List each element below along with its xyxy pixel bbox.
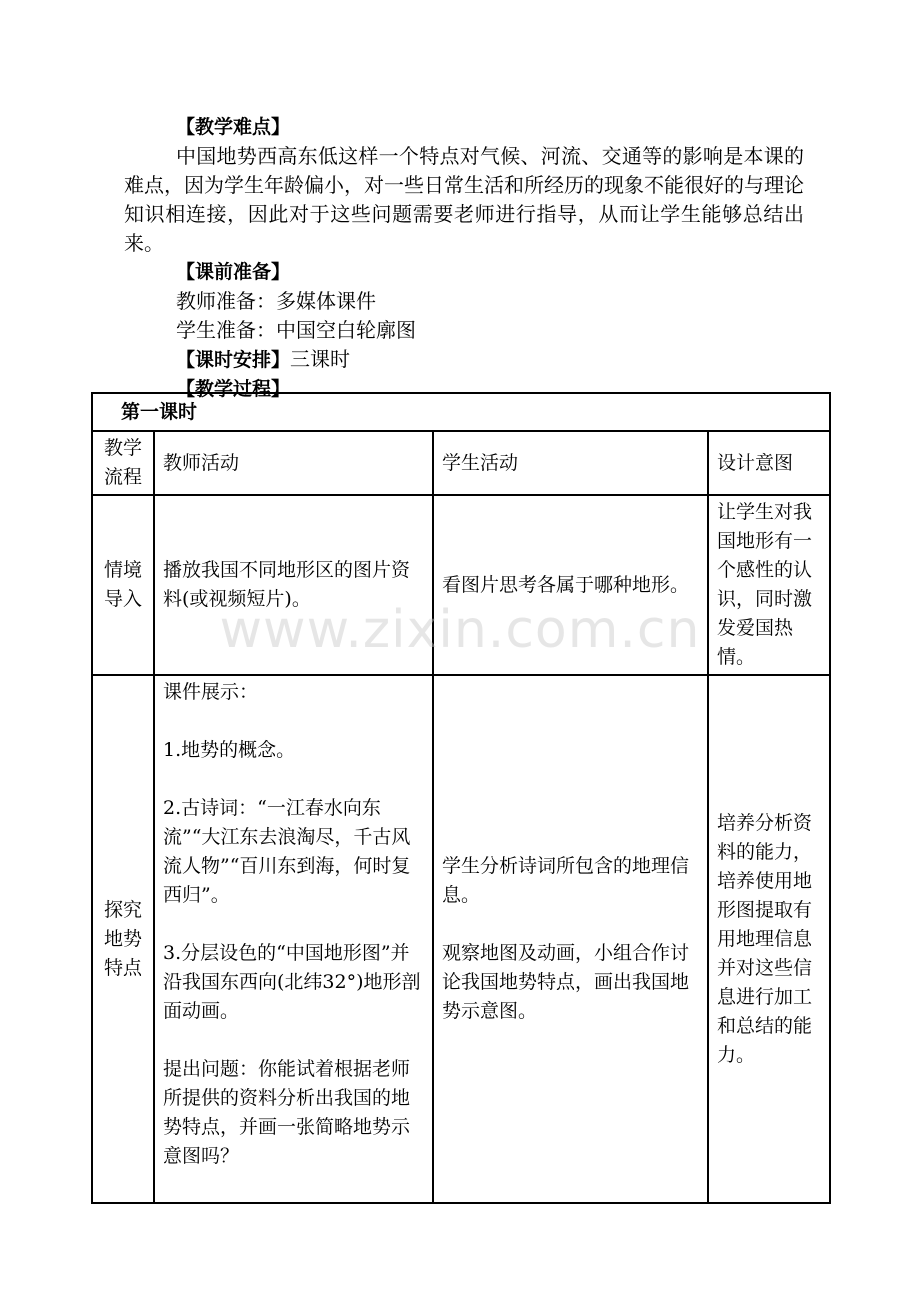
difficulty-paragraph: 中国地势西高东低这样一个特点对气候、河流、交通等的影响是本课的难点，因为学生年龄偏小，对一些日常生活和所经历的现象不能很好的与理论知识相连接，因此对于这些问题需要老师进行指导，从而让学生能够总结出来。 [124,144,804,255]
row1-teacher: 播放我国不同地形区的图片资料(或视频短片)。 [154,495,433,675]
header-row [92,431,830,495]
header-student: 学生活动 [433,431,708,495]
student-line: 观察地图及动画，小组合作讨论我国地势特点，画出我国地势示意图。 [442,942,690,1022]
row2-flow: 探究地势特点 [92,675,154,1203]
row1-student: 看图片思考各属于哪种地形。 [433,495,708,675]
row2-intent: 培养分析资料的能力，培养使用地形图提取有用地理信息并对这些信息进行加工和总结的能力。 [708,675,830,1203]
row2-student [433,675,708,1203]
header-flow: 教学流程 [92,431,154,495]
process-heading: 【教学过程】 [176,378,291,400]
teacher-line: 课件展示： [163,681,259,703]
row1-intent: 让学生对我国地形有一个感性的认识，同时激发爱国热情。 [708,495,830,675]
teacher-line: 1.地势的概念。 [163,739,296,761]
row2-teacher [154,675,433,1203]
lesson-title-row [92,393,830,431]
header-intent: 设计意图 [708,431,830,495]
teaching-process-table [91,392,831,1204]
student-preparation: 学生准备：中国空白轮廓图 [176,318,416,342]
teacher-line: 3.分层设色的“中国地形图”并沿我国东西向(北纬32°)地形剖面动画。 [163,942,421,1022]
teacher-line: 提出问题：你能试着根据老师所提供的资料分析出我国的地势特点，并画一张简略地势示意图吗？ [163,1058,411,1167]
table-row [92,675,830,1203]
document-body [124,113,804,404]
schedule-value: 三课时 [290,347,351,371]
schedule-line [176,345,804,375]
schedule-heading: 【课时安排】 [176,349,291,371]
lesson-title: 第一课时 [92,393,830,431]
row1-flow: 情境导入 [92,495,154,675]
teacher-preparation: 教师准备：多媒体课件 [176,289,376,313]
student-line: 学生分析诗词所包含的地理信息。 [442,855,690,906]
header-teacher: 教师活动 [154,431,433,495]
watermark: www.zixin.com.cn [219,600,701,660]
teacher-line: 2.古诗词：“一江春水向东流”“大江东去浪淘尽，千古风流人物”“百川东到海，何时复西归”。 [163,797,411,906]
preparation-heading: 【课前准备】 [176,261,291,283]
difficulty-heading: 【教学难点】 [176,116,291,138]
table-row [92,495,830,675]
